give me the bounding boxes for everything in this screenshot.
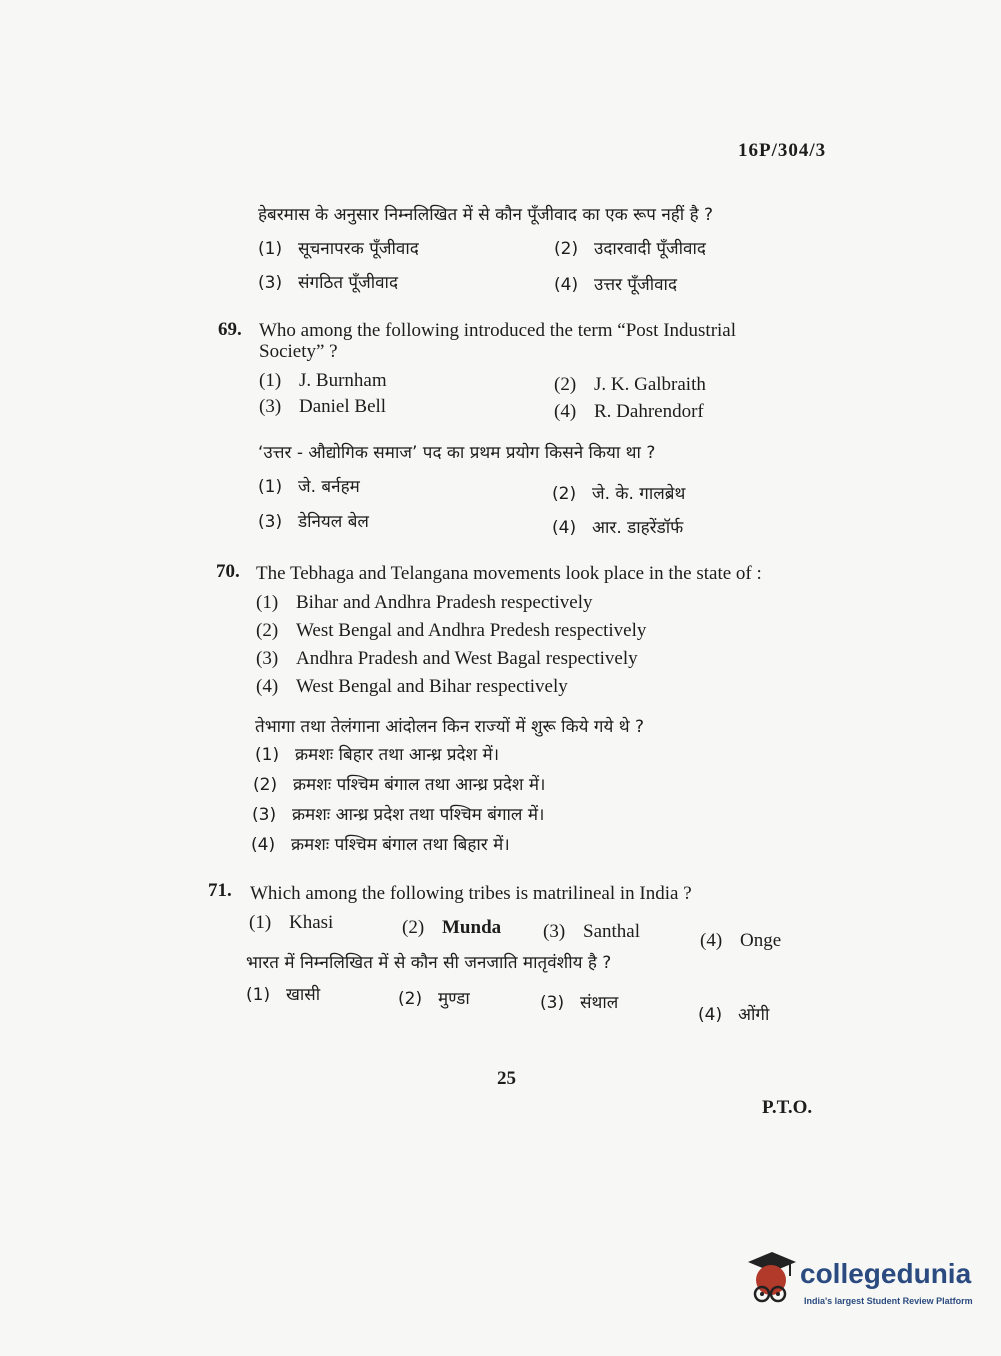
q68-hindi-option-4: (4) उत्तर पूँजीवाद bbox=[554, 275, 677, 295]
q71-hindi-option-2: (2) मुण्डा bbox=[398, 989, 470, 1009]
q70-option-1: (1) Bihar and Andhra Pradesh respectively bbox=[256, 592, 593, 613]
q71-option-2: (2) Munda bbox=[402, 917, 502, 938]
q68-hindi-option-2: (2) उदारवादी पूँजीवाद bbox=[554, 239, 706, 259]
q71-hindi-question: भारत में निम्नलिखित में से कौन सी जनजाति मातृवंशीय है ? bbox=[246, 953, 612, 973]
q71-option-4: (4) Onge bbox=[700, 930, 782, 951]
collegedunia-watermark bbox=[744, 1250, 973, 1310]
brand-name: collegedunia bbox=[800, 1258, 972, 1289]
q69-number: 69. bbox=[218, 319, 242, 340]
q70-hindi-option-2: (2) क्रमशः पश्चिम बंगाल तथा आन्ध्र प्रदेश में। bbox=[253, 775, 546, 795]
q69-option-3: (3) Daniel Bell bbox=[259, 396, 387, 417]
brand-tagline: India's largest Student Review Platform bbox=[804, 1296, 973, 1306]
q71-hindi-option-4: (4) ओंगी bbox=[698, 1005, 770, 1025]
q69-option-2: (2) J. K. Galbraith bbox=[554, 374, 706, 395]
q69-hindi-option-3: (3) डेनियल बेल bbox=[258, 512, 369, 532]
q69-question-line2: Society” ? bbox=[259, 341, 338, 362]
q70-option-2: (2) West Bengal and Andhra Predesh respectively bbox=[256, 620, 647, 641]
q69-question-line1: Who among the following introduced the term “Post Industrial bbox=[259, 320, 737, 341]
q71-number: 71. bbox=[208, 880, 232, 901]
q69-option-1: (1) J. Burnham bbox=[259, 370, 387, 391]
q69-option-4: (4) R. Dahrendorf bbox=[554, 401, 704, 422]
q69-hindi-option-4: (4) आर. डाहरेंडॉर्फ bbox=[552, 518, 684, 538]
q70-question: The Tebhaga and Telangana movements look place in the state of : bbox=[256, 563, 762, 584]
page-number: 25 bbox=[497, 1068, 516, 1089]
q69-hindi-question: ‘उत्तर - औद्योगिक समाज’ पद का प्रथम प्रयोग किसने किया था ? bbox=[258, 443, 656, 463]
q68-hindi-option-1: (1) सूचनापरक पूँजीवाद bbox=[258, 239, 419, 259]
q71-option-3: (3) Santhal bbox=[543, 921, 640, 942]
q71-hindi-option-3: (3) संथाल bbox=[540, 993, 619, 1013]
paper-code: 16P/304/3 bbox=[738, 140, 827, 161]
q71-option-1: (1) Khasi bbox=[249, 912, 334, 933]
q70-hindi-option-3: (3) क्रमशः आन्ध्र प्रदेश तथा पश्चिम बंगाल में। bbox=[252, 805, 545, 825]
q68-hindi-question: हेबरमास के अनुसार निम्नलिखित में से कौन पूँजीवाद का एक रूप नहीं है ? bbox=[258, 205, 714, 225]
q70-number: 70. bbox=[216, 561, 240, 582]
q69-hindi-option-2: (2) जे. के. गालब्रेथ bbox=[552, 484, 686, 504]
q70-hindi-option-1: (1) क्रमशः बिहार तथा आन्ध्र प्रदेश में। bbox=[255, 745, 500, 765]
q71-hindi-option-1: (1) खासी bbox=[246, 985, 321, 1005]
q70-option-4: (4) West Bengal and Bihar respectively bbox=[256, 676, 568, 697]
q68-hindi-option-3: (3) संगठित पूँजीवाद bbox=[258, 273, 398, 293]
q71-question: Which among the following tribes is matrilineal in India ? bbox=[250, 883, 692, 904]
q69-hindi-option-1: (1) जे. बर्नहम bbox=[258, 477, 360, 497]
pto-label: P.T.O. bbox=[762, 1097, 813, 1118]
q70-option-3: (3) Andhra Pradesh and West Bagal respectively bbox=[256, 648, 638, 669]
q70-hindi-question: तेभागा तथा तेलंगाना आंदोलन किन राज्यों में शुरू किये गये थे ? bbox=[255, 717, 645, 737]
mascot-icon bbox=[744, 1250, 798, 1308]
q70-hindi-option-4: (4) क्रमशः पश्चिम बंगाल तथा बिहार में। bbox=[251, 835, 510, 855]
